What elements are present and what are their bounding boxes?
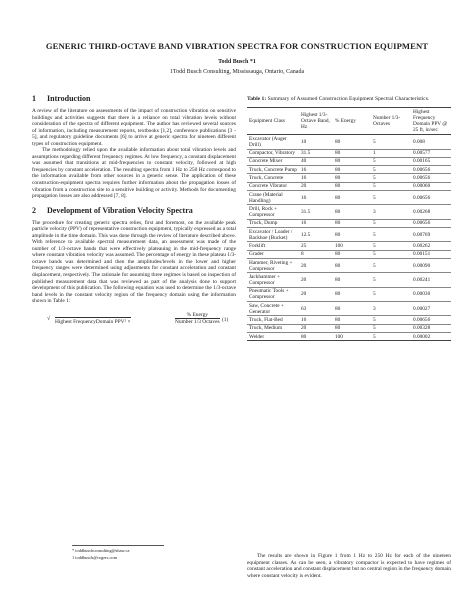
table-cell: 16: [299, 219, 333, 227]
table-row: [247, 219, 451, 227]
table-row: [247, 157, 451, 165]
table-cell: 20: [299, 182, 333, 190]
table-cell: 5: [371, 324, 411, 332]
footnote-2: 1 toddbusch@rogers.com: [72, 555, 118, 560]
table-cell: 80: [333, 273, 371, 287]
table-cell: 63: [299, 302, 333, 316]
table-caption: [247, 96, 451, 103]
table-cell: Excavator / Loader / Backhoe (Bucket): [247, 227, 299, 241]
table-cell: 5: [371, 157, 411, 165]
table-cell: Saw, Concrete + Generator: [247, 302, 299, 316]
results-paragraph: The results are shown in Figure 1 from 1 Hz to 250 Hz for each of the nineteen equipment classes. As can be seen, a vibratory compactor is expected to have regimes of constant acceleration and constant displacement but no central region in the frequency domain where constant velocity is evident.: [247, 553, 451, 579]
table-cell: 80: [333, 182, 371, 190]
table-row: [247, 135, 451, 149]
table-cell: 40: [299, 157, 333, 165]
table-cell: 5: [371, 174, 411, 182]
table-cell: 80: [333, 174, 371, 182]
table-cell: Grader: [247, 250, 299, 258]
table-cell: 0.00030: [411, 287, 451, 301]
table-row: [247, 316, 451, 324]
table-row: [247, 190, 451, 204]
equipment-table: [247, 107, 451, 341]
table-cell: 12.5: [299, 227, 333, 241]
table-cell: 0.00090: [411, 258, 451, 272]
table-row: [247, 182, 451, 190]
table-cell: Concrete Mixer: [247, 157, 299, 165]
equation-lhs: [55, 317, 131, 325]
table-cell: Truck, Concrete Pump: [247, 166, 299, 174]
table-cell: 20: [299, 273, 333, 287]
table-cell: 20: [299, 258, 333, 272]
table-header-cell: % Energy: [333, 107, 371, 134]
section-title: Development of Vibration Velocity Spectra: [47, 205, 193, 215]
table-cell: 31.5: [299, 149, 333, 157]
table-cell: 80: [333, 157, 371, 165]
sqrt-symbol-icon: √: [47, 315, 51, 322]
table-row: [247, 227, 451, 241]
table-cell: 31.5: [299, 205, 333, 219]
equation-lhs-text: Highest FrequencyDomain PPV²: [55, 318, 127, 325]
table-cell: 80: [299, 332, 333, 340]
table-cell: 5: [371, 227, 411, 241]
footnote-rule: [72, 545, 164, 546]
table-caption-text: Summary of Assumed Construction Equipment Spectral Characteristics.: [267, 96, 430, 102]
table-cell: 16: [299, 166, 333, 174]
paper-title: GENERIC THIRD-OCTAVE BAND VIBRATION SPECTRA FOR CONSTRUCTION EQUIPMENT: [45, 41, 429, 51]
table-cell: 80: [333, 166, 371, 174]
table-cell: 80: [333, 190, 371, 204]
table-row: [247, 174, 451, 182]
table-cell: 80: [333, 250, 371, 258]
table-cell: 5: [371, 273, 411, 287]
table-header-row: [247, 107, 451, 134]
table-header-cell: Highest 1/3-Octave Band, Hz: [299, 107, 333, 134]
section-number: 1: [32, 94, 36, 103]
table-cell: Truck, Dump: [247, 219, 299, 227]
section2-paragraph-1: The procedure for creating generic spectra relies, first and foremost, on the available peak particle velocity (PPV) of representative construction equipment, typically expressed as a total amplitude in the time domain. This was done through the review of literature described above. With reference to available spectral measurement data, an assessment was made of the number of 1/3-octave bands that were effectively plateauing in the mid-frequency range where constant vibration velocity was assumed. The percentage of energy in these plateau 1/3-octave bands was determined and then the amplitudes/levels in the lower and higher frequency ranges were determined using adjustments for constant acceleration and constant displacement, respectively. The rationale for assuming three regimes is based on inspection of published measurement data that was reviewed as part of the analysis done to support development of this publication. The following equation was used to determine the 1/3-octave band levels in the constant velocity region of the frequency domain using the information shown in Table 1:: [32, 219, 236, 305]
table-cell: 80: [333, 227, 371, 241]
table-cell: Pneumatic Tools + Compressor: [247, 287, 299, 301]
table-cell: 0.00262: [411, 242, 451, 250]
table-cell: 20: [299, 287, 333, 301]
table-row: [247, 205, 451, 219]
table-cell: Crane (Material Handling): [247, 190, 299, 204]
table-cell: Truck, Medium: [247, 324, 299, 332]
table-cell: 5: [371, 287, 411, 301]
table-cell: 80: [333, 135, 371, 149]
table-row: [247, 273, 451, 287]
equation-fraction: [175, 312, 220, 325]
table-cell: Truck, Flat-Bed: [247, 316, 299, 324]
table-cell: Welder: [247, 332, 299, 340]
table-cell: 80: [333, 287, 371, 301]
table-cell: 100: [333, 332, 371, 340]
table-cell: 1: [371, 149, 411, 157]
table-row: [247, 287, 451, 301]
paper-author: Todd Busch *1: [218, 59, 256, 65]
section-title: Introduction: [47, 94, 91, 103]
table-cell: 0.00577: [411, 149, 451, 157]
section-heading-development: [32, 206, 236, 215]
right-column: [247, 96, 451, 341]
table-cell: 5: [371, 242, 411, 250]
table-cell: 0.008: [411, 135, 451, 149]
table-cell: 0.00656: [411, 316, 451, 324]
intro-paragraph-2: The methodology relied upon the available information about total vibration levels and assumptions regarding different frequency regimes. At low frequency, a constant displacement was assumed that transitions at mid-frequencies to constant velocity, followed at high frequencies by constant acceleration. The resulting spectra from 1 Hz to 250 Hz correspond to the information available from other sources in a generic sense. The application of these construction-equipment spectra requires further information about the propagation losses of vibration from a construction site to a sensitive building or activity. Methods for documenting propagation losses are also addressed [7, 8].: [32, 147, 236, 200]
table-cell: 80: [333, 219, 371, 227]
results-column: [247, 553, 451, 579]
table-header-cell: Number 1/3-Octaves: [371, 107, 411, 134]
table-cell: 0.00060: [411, 182, 451, 190]
footnote-1: * toddbuschconsulting@shaw.ca: [72, 548, 130, 553]
table-row: [247, 332, 451, 340]
table-cell: 0.00151: [411, 250, 451, 258]
table-cell: 5: [371, 332, 411, 340]
intro-paragraph-1: A review of the literature on assessments of the impact of construction vibration on sensitive buildings and activities suggests that there is a reliance on total vibration levels without consideration of the spectra of different equipment. The author has reviewed several sources of information, including measurement reports, textbooks [1,2], conference publications [3 - 5], and regulatory guideline documents [6] to arrive at generic spectra for nineteen different types of construction equipment.: [32, 108, 236, 147]
table-cell: 16: [299, 190, 333, 204]
table-row: [247, 242, 451, 250]
table-cell: 5: [371, 166, 411, 174]
table-cell: 0.00656: [411, 219, 451, 227]
table-cell: 0.00027: [411, 302, 451, 316]
table-cell: 5: [371, 190, 411, 204]
table-cell: 5: [371, 250, 411, 258]
table-row: [247, 166, 451, 174]
table-cell: 80: [333, 258, 371, 272]
table-cell: Compactor, Vibratory: [247, 149, 299, 157]
table-cell: 80: [333, 316, 371, 324]
table-cell: Drill, Rock + Compressor: [247, 205, 299, 219]
table-cell: 8: [299, 250, 333, 258]
table-cell: 5: [371, 135, 411, 149]
table-cell: Hammer, Riveting + Compressor: [247, 258, 299, 272]
paper-affiliation: 1Todd Busch Consulting, Mississauga, Ontario, Canada: [169, 69, 305, 75]
table-cell: Forklift: [247, 242, 299, 250]
table-cell: 5: [371, 182, 411, 190]
table-row: [247, 324, 451, 332]
table-cell: 0.00165: [411, 157, 451, 165]
table-header-cell: Equipment Class: [247, 107, 299, 134]
table-header-cell: Highest Frequency Domain PPV @ 25 ft, in/sec: [411, 107, 451, 134]
table-cell: 16: [299, 316, 333, 324]
table-cell: 3: [371, 302, 411, 316]
table-cell: Excavator (Auger Drill): [247, 135, 299, 149]
table-cell: 5: [371, 316, 411, 324]
table-cell: 16: [299, 174, 333, 182]
table-cell: 80: [333, 149, 371, 157]
table-cell: 5: [371, 219, 411, 227]
table-caption-label: Table 1:: [247, 96, 267, 102]
table-cell: 80: [333, 302, 371, 316]
table-cell: 80: [333, 205, 371, 219]
table-row: [247, 302, 451, 316]
equation-1: [32, 309, 236, 329]
section-number: 2: [32, 205, 36, 215]
equation-numerator: % Energy: [175, 312, 220, 319]
table-cell: 0.00769: [411, 227, 451, 241]
table-cell: 3: [371, 205, 411, 219]
table-cell: 10: [299, 135, 333, 149]
table-cell: 0.00268: [411, 205, 451, 219]
table-cell: 0.00656: [411, 190, 451, 204]
section-heading-introduction: [32, 94, 236, 103]
table-row: [247, 250, 451, 258]
table-cell: Concrete Vibrator: [247, 182, 299, 190]
table-cell: 25: [299, 242, 333, 250]
table-cell: 0.00656: [411, 174, 451, 182]
left-column: [32, 90, 236, 329]
table-cell: 80: [333, 324, 371, 332]
table-cell: 0.00656: [411, 166, 451, 174]
table-row: [247, 149, 451, 157]
table-cell: 100: [333, 242, 371, 250]
table-row: [247, 258, 451, 272]
table-cell: 20: [299, 324, 333, 332]
table-cell: 0.00241: [411, 273, 451, 287]
equation-label: (1): [222, 316, 229, 323]
table-cell: 0.00328: [411, 324, 451, 332]
table-cell: 5: [371, 258, 411, 272]
equation-times: ×: [127, 318, 131, 325]
table-cell: Truck, Concrete: [247, 174, 299, 182]
equation-denominator: Number 1/3 Octaves: [175, 318, 220, 325]
table-body: [247, 135, 451, 341]
table-cell: Jackhammer + Compressor: [247, 273, 299, 287]
table-cell: 0.00002: [411, 332, 451, 340]
